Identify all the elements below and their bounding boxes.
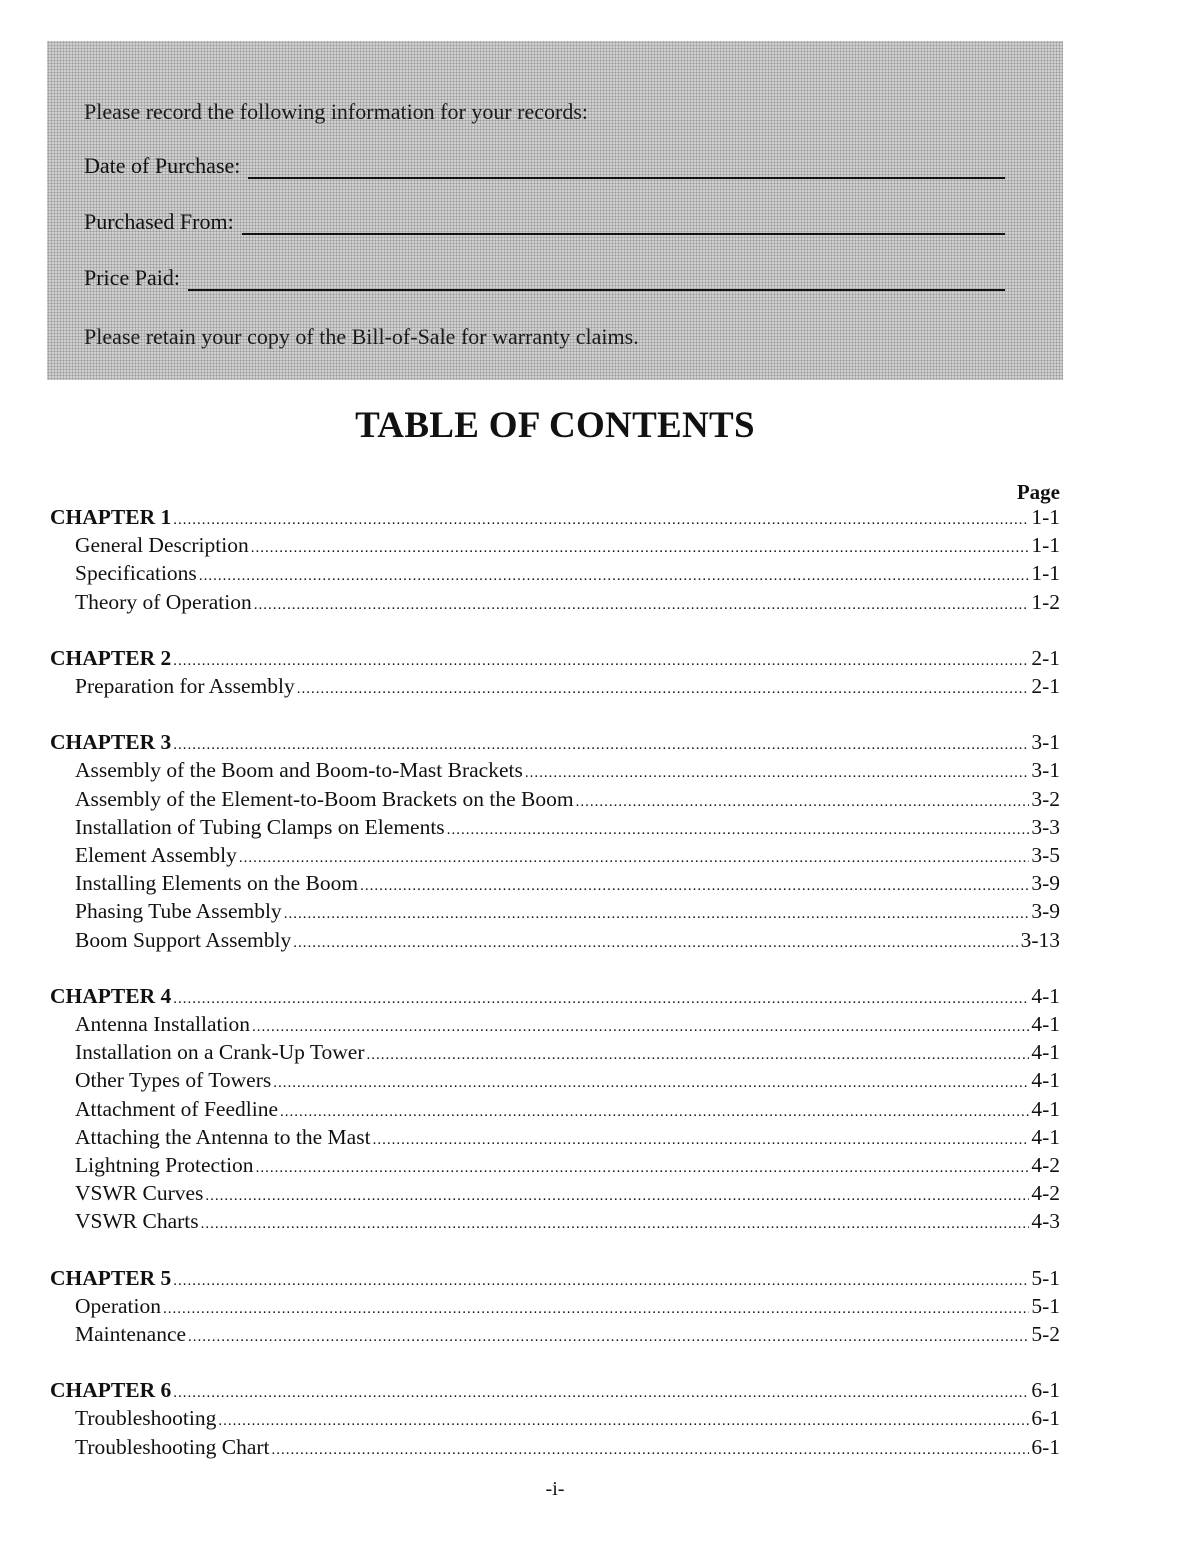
toc-section-entry-page: 3-9 [1031, 871, 1060, 896]
toc-section-entry-title: Troubleshooting [75, 1406, 217, 1431]
toc-section-entry-page: 1-1 [1031, 533, 1060, 558]
toc-section-entry [50, 1125, 1060, 1153]
toc-section-entry-page: 3-9 [1031, 899, 1060, 924]
toc-section-entry-title: Preparation for Assembly [75, 674, 295, 698]
toc-section-entry-page: 4-1 [1031, 1068, 1060, 1093]
toc-section-entry [50, 1040, 1060, 1068]
toc-section-entry-title: Assembly of the Element-to-Boom Brackets on the Boom [75, 786, 574, 811]
toc-section-entry [50, 1153, 1060, 1181]
toc-chapter-entry [50, 646, 1060, 674]
dot-leader [218, 1413, 1029, 1430]
dot-leader [576, 794, 1030, 811]
toc-section-entry [50, 1435, 1060, 1463]
purchased-from-field [84, 209, 1005, 235]
toc-section-entry-title: VSWR Curves [75, 1181, 204, 1206]
toc-section-entry-page: 5-1 [1031, 1293, 1060, 1318]
toc-section-entry-page: 3-1 [1031, 758, 1060, 783]
toc-section-entry-page: 4-1 [1031, 1096, 1060, 1121]
toc-section-entry-page: 6-1 [1031, 1434, 1060, 1459]
dot-leader [251, 540, 1030, 557]
toc-chapter-entry-page: 5-1 [1031, 1265, 1060, 1290]
price-paid-field [84, 265, 1005, 291]
toc-title: TABLE OF CONTENTS [355, 405, 755, 446]
toc-chapter-entry-page: 1-1 [1031, 505, 1060, 529]
toc-section-entry [50, 758, 1060, 786]
toc-section-entry-title: Antenna Installation [75, 1012, 250, 1036]
toc-chapter-entry-title: CHAPTER 6 [50, 1378, 172, 1403]
toc-section-entry-page: 1-1 [1031, 561, 1060, 586]
purchased-from-label: Purchased From: [84, 209, 234, 234]
dot-leader [284, 906, 1030, 923]
toc-section-entry-page: 3-2 [1031, 786, 1060, 811]
toc-section-entry-title: Lightning Protection [75, 1153, 254, 1177]
toc-section-entry [50, 928, 1060, 956]
dot-leader [293, 935, 1018, 952]
dot-leader [199, 568, 1030, 585]
dot-leader [273, 1075, 1029, 1092]
toc-chapter-entry [50, 1266, 1060, 1294]
dot-leader [280, 1104, 1029, 1121]
toc-section-entry-title: Installing Elements on the Boom [75, 871, 359, 896]
toc-section-entry [50, 1209, 1060, 1237]
toc-section-entry-title: Theory of Operation [75, 589, 252, 614]
page-number: -i- [545, 1478, 565, 1500]
toc-section-entry [50, 1294, 1060, 1322]
retain-bill-of-sale-note: Please retain your copy of the Bill-of-Sale for warranty claims. [84, 324, 639, 349]
toc-section-entry-title: General Description [75, 533, 249, 558]
toc-section-entry [50, 843, 1060, 871]
dot-leader [272, 1442, 1030, 1459]
toc-section-entry [50, 787, 1060, 815]
toc-page-column-header: Page [1016, 480, 1060, 504]
toc-chapter-entry [50, 1378, 1060, 1406]
date-of-purchase-label: Date of Purchase: [84, 153, 241, 178]
toc-section-entry-page: 4-1 [1031, 1040, 1060, 1065]
toc-section-entry-page: 4-3 [1031, 1209, 1060, 1234]
toc-section-entry-page: 4-2 [1031, 1153, 1060, 1177]
record-intro: Please record the following information for your records: [84, 99, 589, 124]
toc-section-entry-title: Boom Support Assembly [75, 927, 292, 952]
toc-section-entry-page: 6-1 [1031, 1406, 1060, 1431]
toc-section-entry [50, 1322, 1060, 1350]
toc-section-entry [50, 533, 1060, 561]
dot-leader [239, 850, 1030, 867]
dot-leader [173, 512, 1029, 529]
toc-chapter-entry-page: 6-1 [1031, 1378, 1060, 1403]
dot-leader [173, 1385, 1029, 1402]
toc-section-entry-page: 1-2 [1031, 589, 1060, 614]
toc-section-entry [50, 1406, 1060, 1434]
toc-chapter-entry-title: CHAPTER 1 [50, 505, 172, 529]
toc-chapter-entry-title: CHAPTER 2 [50, 645, 172, 670]
toc-section-entry-page: 3-13 [1020, 927, 1060, 952]
date-of-purchase-field [84, 153, 1005, 179]
toc-section-entry [50, 674, 1060, 702]
toc-section-entry [50, 561, 1060, 589]
toc-chapter-entry-page: 2-1 [1031, 645, 1060, 670]
dot-leader [163, 1301, 1029, 1318]
toc-chapter-entry-title: CHAPTER 4 [50, 983, 172, 1008]
toc-chapter-entry [50, 984, 1060, 1012]
toc-section-entry [50, 871, 1060, 899]
dot-leader [173, 991, 1029, 1008]
toc-section-entry [50, 1012, 1060, 1040]
toc-section-entry [50, 590, 1060, 618]
dot-leader [256, 1160, 1030, 1177]
toc-section-entry-title: Specifications [75, 561, 197, 586]
toc-section-entry-title: Attachment of Feedline [75, 1096, 278, 1121]
toc-section-entry-title: Other Types of Towers [75, 1068, 272, 1093]
toc-section-entry-page: 3-3 [1031, 814, 1060, 839]
dot-leader [173, 1273, 1029, 1290]
toc-section-entry-title: Operation [75, 1293, 161, 1318]
toc-section-entry-page: 4-1 [1031, 1124, 1060, 1149]
dot-leader [173, 737, 1029, 754]
toc-section-entry-title: Element Assembly [75, 843, 237, 867]
toc-chapter-entry-title: CHAPTER 5 [50, 1265, 172, 1290]
dot-leader [297, 681, 1030, 698]
toc-section-entry-title: Phasing Tube Assembly [75, 899, 282, 924]
toc-section-entry [50, 1181, 1060, 1209]
toc-section-entry-title: Installation on a Crank-Up Tower [75, 1040, 365, 1065]
toc-chapter-entry-title: CHAPTER 3 [50, 730, 172, 755]
toc-section-entry-page: 4-1 [1031, 1012, 1060, 1036]
toc-section-entry [50, 1097, 1060, 1125]
toc-section-entry-page: 2-1 [1031, 674, 1060, 698]
toc-chapter-entry [50, 505, 1060, 533]
toc-section-entry-page: 3-5 [1031, 843, 1060, 867]
toc-section-entry-title: Installation of Tubing Clamps on Elements [75, 814, 445, 839]
dot-leader [366, 1047, 1029, 1064]
toc-section-entry [50, 899, 1060, 927]
purchased-from-blank [242, 213, 1005, 235]
toc-section-entry [50, 815, 1060, 843]
toc-chapter-entry-page: 3-1 [1031, 730, 1060, 755]
dot-leader [373, 1132, 1030, 1149]
price-paid-blank [188, 269, 1005, 291]
toc-section-entry-title: Assembly of the Boom and Boom-to-Mast Brackets [75, 758, 523, 783]
dot-leader [205, 1188, 1029, 1205]
toc-section-entry-title: Attaching the Antenna to the Mast [75, 1124, 371, 1149]
toc-chapter-entry [50, 730, 1060, 758]
dot-leader [360, 878, 1029, 895]
toc-section-entry-title: VSWR Charts [75, 1209, 199, 1234]
toc-section-entry-title: Troubleshooting Chart [75, 1434, 270, 1459]
dot-leader [447, 822, 1030, 839]
dot-leader [201, 1216, 1030, 1233]
toc-chapter-entry-page: 4-1 [1031, 983, 1060, 1008]
dot-leader [254, 597, 1030, 614]
price-paid-label: Price Paid: [84, 265, 180, 290]
purchase-record-box [47, 41, 1063, 380]
toc-section-entry-page: 4-2 [1031, 1181, 1060, 1206]
date-of-purchase-blank [248, 157, 1005, 179]
dot-leader [525, 765, 1029, 782]
toc-section-entry-page: 5-2 [1031, 1322, 1060, 1346]
dot-leader [252, 1019, 1029, 1036]
dot-leader [188, 1329, 1029, 1346]
toc-section-entry-title: Maintenance [75, 1322, 187, 1346]
toc-section-entry [50, 1068, 1060, 1096]
dot-leader [173, 653, 1029, 670]
